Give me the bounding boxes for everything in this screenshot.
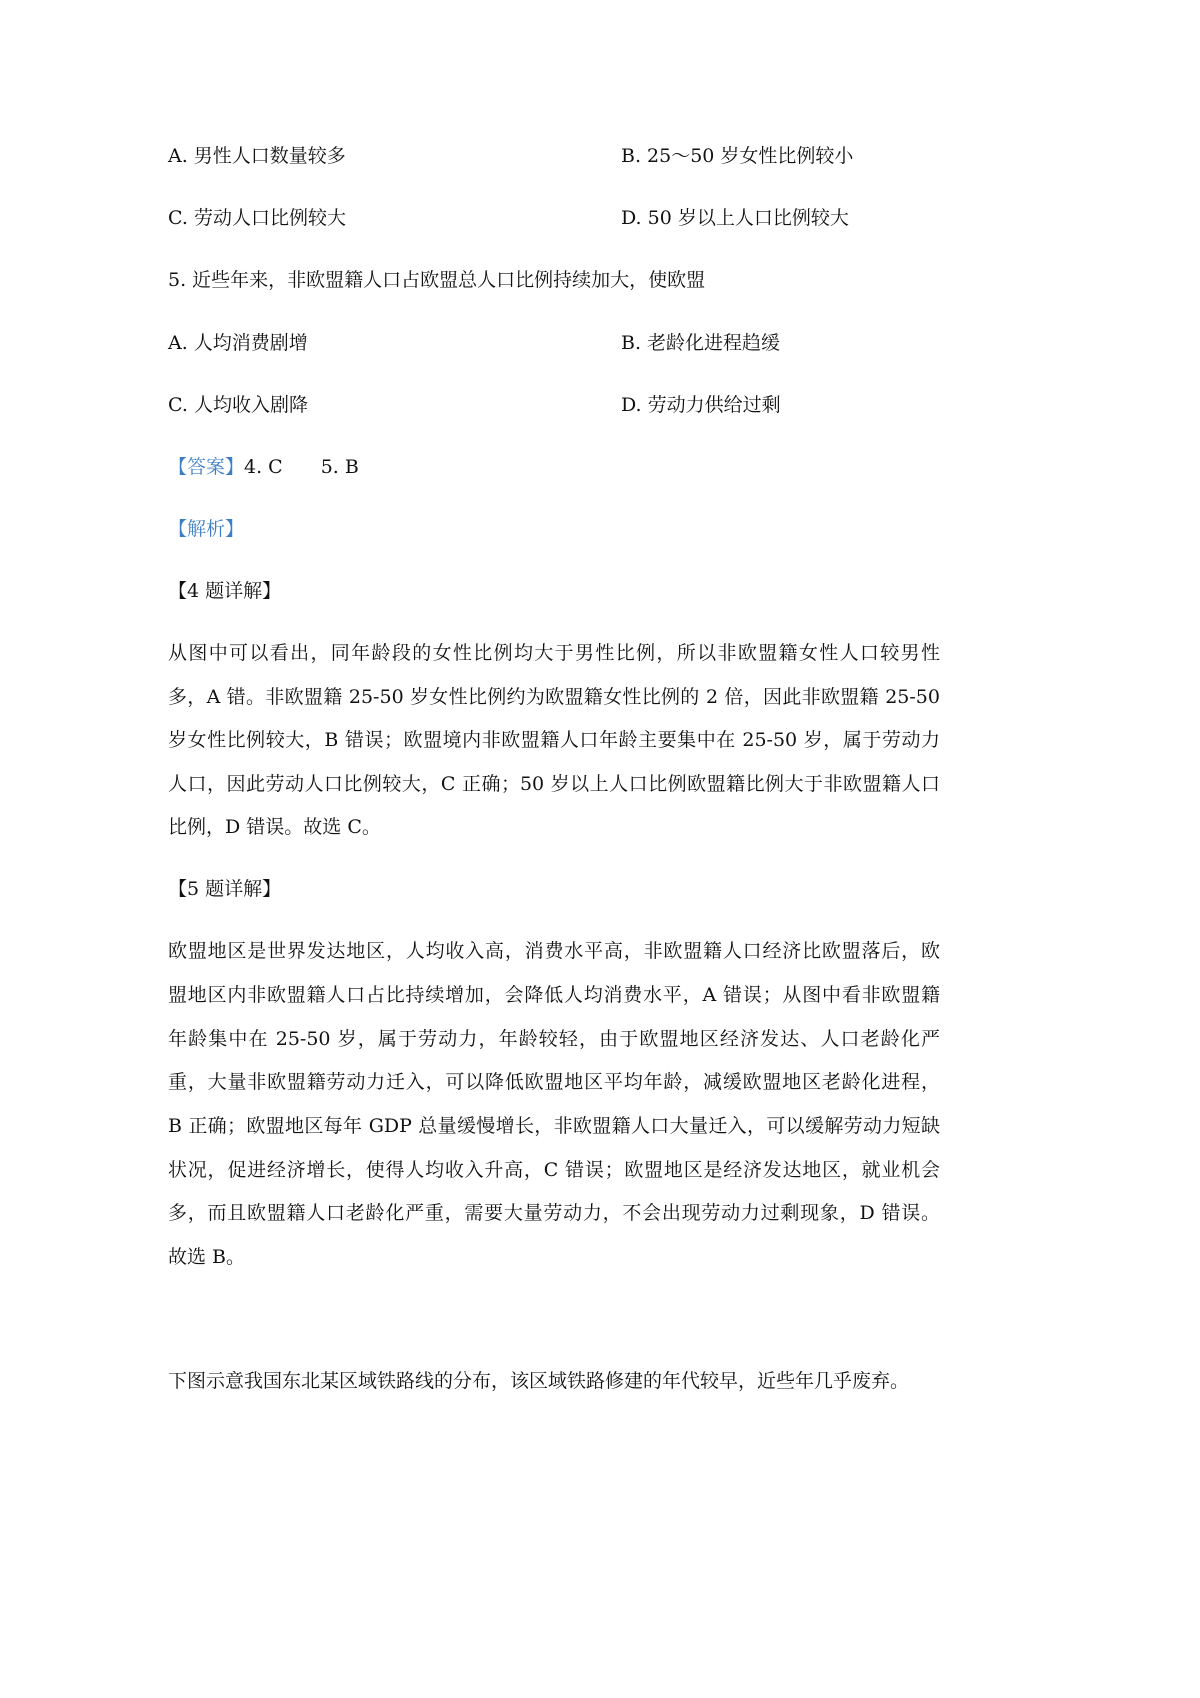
q4-option-b: B. 25～50 岁女性比例较小 (621, 145, 854, 167)
q5-stem: 5. 近些年来，非欧盟籍人口占欧盟总人口比例持续加大，使欧盟 (168, 269, 706, 291)
q5-option-d: D. 劳动力供给过剩 (621, 394, 781, 416)
paragraph-line: 岁女性比例较大，B 错误；欧盟境内非欧盟籍人口年龄主要集中在 25-50 岁，属于劳动力 (168, 729, 940, 751)
paragraph-line: 状况，促进经济增长，使得人均收入升高，C 错误；欧盟地区是经济发达地区，就业机会 (168, 1159, 940, 1181)
q5-option-c: C. 人均收入剧降 (168, 394, 308, 416)
answer-line (168, 455, 359, 479)
q4-option-c: C. 劳动人口比例较大 (168, 207, 346, 229)
paragraph-line: 盟地区内非欧盟籍人口占比持续增加，会降低人均消费水平，A 错误；从图中看非欧盟籍 (168, 984, 940, 1006)
analysis-label: 【解析】 (168, 518, 245, 540)
q5-detail-heading: 【5 题详解】 (168, 878, 282, 900)
next-question-intro: 下图示意我国东北某区域铁路线的分布，该区域铁路修建的年代较早，近些年几乎废弃。 (168, 1370, 910, 1392)
paragraph-line: 人口，因此劳动人口比例较大，C 正确；50 岁以上人口比例欧盟籍比例大于非欧盟籍人口 (168, 773, 940, 795)
paragraph-line: 多，而且欧盟籍人口老龄化严重，需要大量劳动力，不会出现劳动力过剩现象，D 错误。 (168, 1202, 940, 1224)
q4-option-a: A. 男性人口数量较多 (168, 145, 346, 167)
paragraph-line: B 正确；欧盟地区每年 GDP 总量缓慢增长，非欧盟籍人口大量迁入，可以缓解劳动力短缺 (168, 1115, 940, 1137)
paragraph-line: 年龄集中在 25-50 岁，属于劳动力，年龄较轻，由于欧盟地区经济发达、人口老龄化严 (168, 1028, 940, 1050)
paragraph-line: 重，大量非欧盟籍劳动力迁入，可以降低欧盟地区平均年龄，减缓欧盟地区老龄化进程， (168, 1071, 940, 1093)
paragraph-line: 欧盟地区是世界发达地区，人均收入高，消费水平高，非欧盟籍人口经济比欧盟落后，欧 (168, 940, 940, 962)
paragraph-line: 从图中可以看出，同年龄段的女性比例均大于男性比例，所以非欧盟籍女性人口较男性 (168, 642, 940, 664)
answer-value: 4. C 5. B (244, 456, 359, 478)
paragraph-line: 故选 B。 (168, 1246, 246, 1268)
q4-option-d: D. 50 岁以上人口比例较大 (621, 207, 849, 229)
answer-label: 【答案】 (168, 456, 245, 478)
paragraph-line: 比例，D 错误。故选 C。 (168, 816, 381, 838)
q4-detail-heading: 【4 题详解】 (168, 580, 282, 602)
q5-option-a: A. 人均消费剧增 (168, 332, 308, 354)
q5-option-b: B. 老龄化进程趋缓 (621, 332, 781, 354)
paragraph-line: 多，A 错。非欧盟籍 25-50 岁女性比例约为欧盟籍女性比例的 2 倍，因此非欧盟籍 25-50 (168, 686, 940, 708)
